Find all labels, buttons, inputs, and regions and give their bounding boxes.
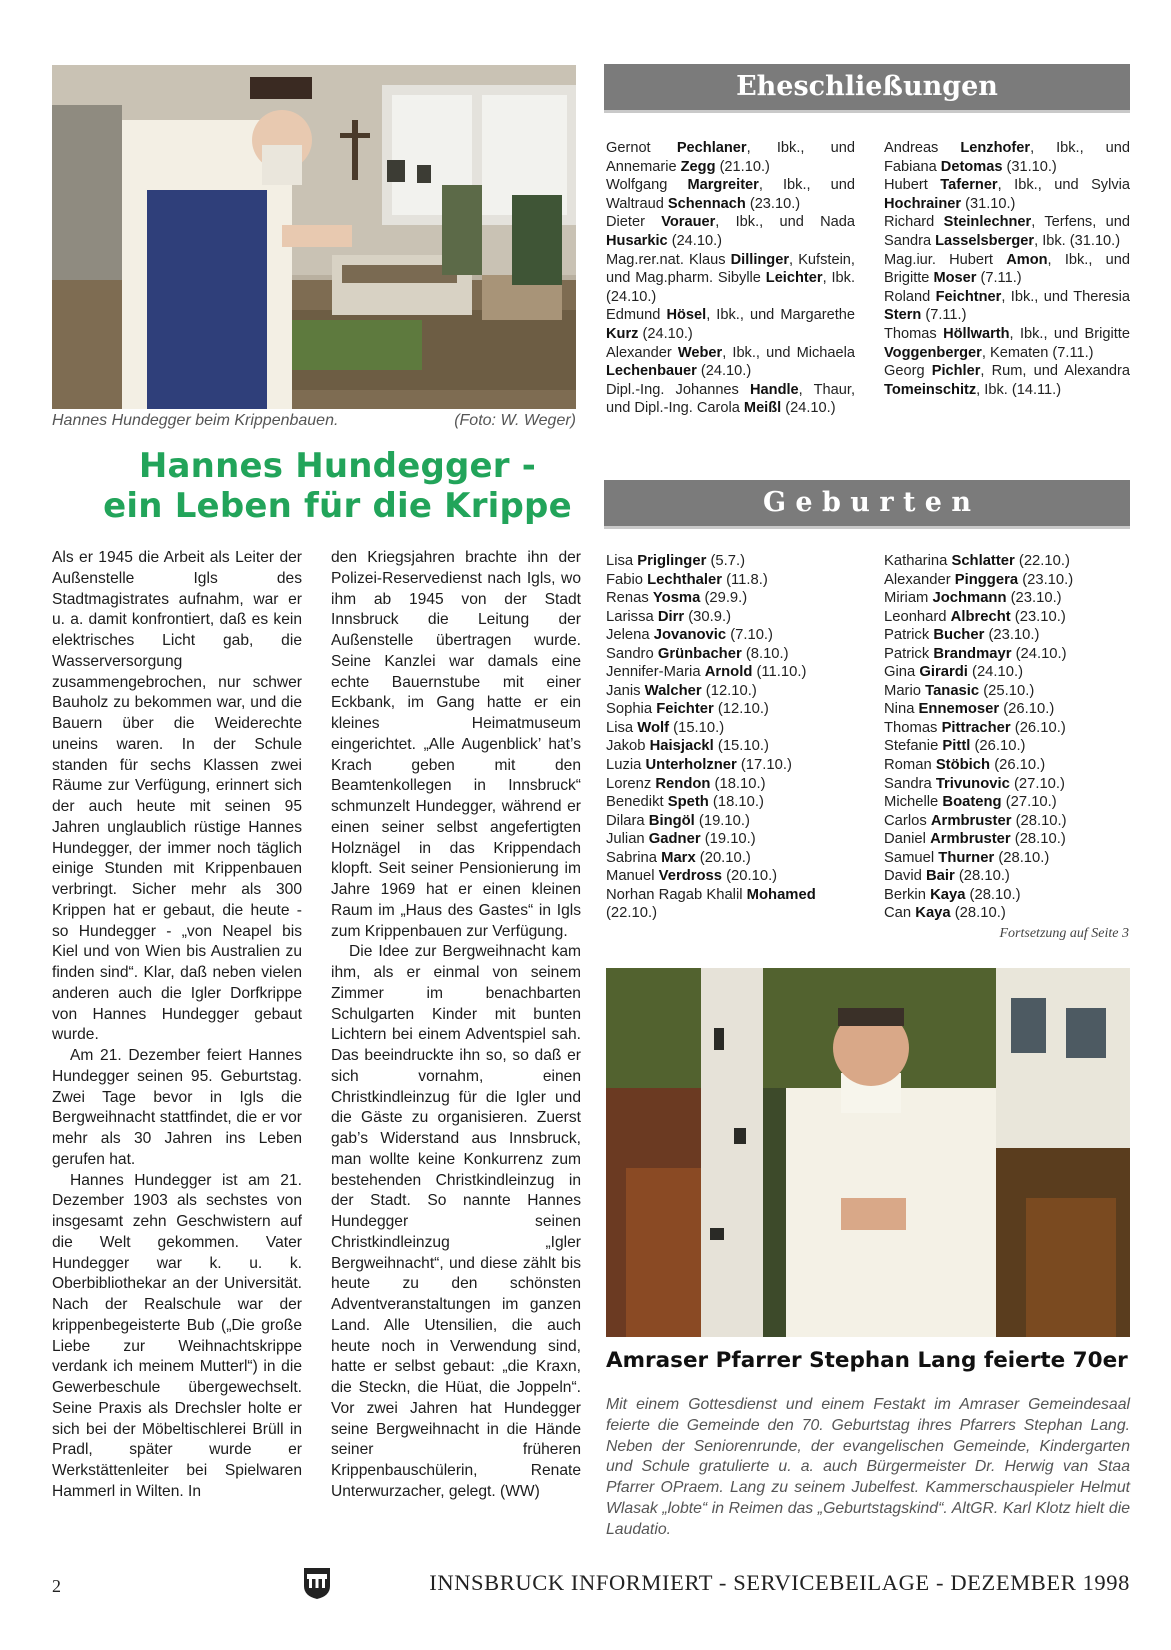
entry-text: Roland	[884, 288, 936, 305]
photo-credit: (Foto: W. Weger)	[454, 412, 576, 429]
entry-text: Nina	[884, 701, 919, 718]
entry-text: , Ibk., und Michaela	[722, 344, 855, 361]
entry-text: Edmund	[606, 307, 667, 324]
entry-text: (12.10.)	[713, 701, 769, 718]
entry-text: Georg	[884, 363, 932, 380]
list-item	[606, 645, 866, 664]
surname: Pichler	[931, 363, 981, 380]
entry-text: , Ibk. (31.10.)	[1034, 232, 1121, 249]
entry-text: Alexander	[606, 344, 678, 361]
entry-text: Hubert	[884, 177, 941, 194]
surname: Speth	[667, 794, 709, 811]
list-item	[884, 849, 1130, 868]
entry-text: Luzia	[606, 757, 646, 774]
surname: Lechenbauer	[606, 363, 697, 380]
photo-caption	[52, 412, 576, 430]
surname: Haisjackl	[649, 738, 714, 755]
entry-text: (24.10.)	[638, 325, 693, 342]
entry-text: (24.10.)	[1011, 645, 1067, 662]
surname: Walcher	[644, 682, 702, 699]
entry-text: Alexander	[884, 571, 955, 588]
surname: Detomas	[940, 158, 1003, 175]
list-item	[606, 381, 855, 418]
entry-text: (8.10.)	[741, 645, 789, 662]
surname: Arnold	[704, 664, 753, 681]
photo-krippenbauen	[52, 65, 576, 409]
surname: Albrecht	[950, 608, 1011, 625]
entry-text: (26.10.)	[1010, 719, 1066, 736]
entry-text: Renas	[606, 590, 653, 607]
entry-text: Michelle	[884, 794, 943, 811]
surname: Leichter	[765, 270, 823, 287]
surname: Lasselsberger	[935, 232, 1035, 249]
list-item	[884, 867, 1130, 886]
entry-text: Miriam	[884, 590, 933, 607]
entry-text: (28.10.)	[994, 849, 1050, 866]
footer-publication-title: INNSBRUCK INFORMIERT - SERVICEBEILAGE - DEZEMBER 1998	[429, 1570, 1130, 1595]
births-header: G e b u r t e n	[604, 480, 1130, 526]
list-item	[884, 830, 1130, 849]
list-item	[884, 663, 1130, 682]
list-item	[884, 552, 1130, 571]
surname: Höllwarth	[943, 325, 1010, 342]
article-paragraph: den Kriegsjahren brachte ihn der Polizei-Reservedienst nach Igls, wo ihm ab 1945 von der Stadt Innsbruck die Leitung der Außenstelle übertragen wurde. Seine Kanzlei war damals eine echte Bauernstube mit einer Eckbank, im Gang hatte er ein kleines Heimatmuseum eingerichtet. „Alle Augenblick’ hat’s Krach geben mit den Beamtenkollegen in Innsbruck“ schmunzelt Hundegger, während er einen seiner selbst angefertigten Holznägel in das Krippendach klopft. Seit seiner Pensionierung im Jahre 1969 hat er einen kleinen Raum im „Haus des Gastes“ in Igls zum Krippenbauen zur Verfügung.	[331, 549, 581, 940]
surname: Zegg	[680, 158, 716, 175]
surname: Hochrainer	[884, 195, 962, 212]
entry-text: Fabio	[606, 571, 648, 588]
list-item	[884, 756, 1130, 775]
entry-text: Katharina	[884, 553, 952, 569]
surname: Stöbich	[935, 757, 991, 774]
article-headline	[50, 446, 625, 526]
entry-text: , Ibk., und Annemarie	[606, 140, 855, 175]
entry-text: (15.10.)	[713, 738, 769, 755]
entry-text: (30.9.)	[684, 608, 732, 625]
continued-note: Fortsetzung auf Seite 3	[999, 926, 1129, 941]
entry-text: (23.10.)	[984, 627, 1040, 644]
entry-text: Daniel	[884, 831, 931, 848]
list-item	[606, 682, 866, 701]
list-item	[606, 663, 866, 682]
entry-text: Dieter	[606, 214, 662, 231]
list-item	[606, 793, 866, 812]
list-item	[606, 756, 866, 775]
entry-text: Samuel	[884, 849, 939, 866]
entry-text: Sabrina	[606, 849, 662, 866]
list-item	[884, 886, 1130, 905]
surname: Gadner	[648, 831, 701, 848]
entry-text: (27.10.)	[1001, 794, 1057, 811]
entry-text: , Kufstein, und Mag.pharm. Sibylle	[606, 251, 855, 287]
entry-text: (7.10.)	[726, 627, 773, 644]
surname: Tomeinschitz	[884, 381, 977, 398]
entry-text: (24.10.)	[781, 400, 836, 417]
surname: Kurz	[606, 325, 639, 342]
entry-text: (29.9.)	[700, 590, 748, 607]
list-item	[606, 719, 866, 738]
innsbruck-coat-of-arms-icon	[302, 1566, 332, 1600]
entry-text: , Ibk., und Brigitte	[1009, 325, 1130, 342]
entry-text: (31.10.)	[1002, 158, 1057, 175]
list-item	[884, 288, 1130, 325]
entry-text: Lisa	[606, 719, 638, 736]
surname: Trivunovic	[935, 775, 1010, 792]
surname: Marx	[661, 849, 696, 866]
list-item	[884, 589, 1130, 608]
surname: Kaya	[915, 905, 951, 922]
marriages-column-1	[606, 139, 855, 418]
list-item	[884, 626, 1130, 645]
entry-text: (11.8.)	[721, 571, 768, 588]
entry-text: Jakob	[606, 738, 650, 755]
entry-text: Berkin	[884, 886, 931, 903]
surname: Tanasic	[925, 682, 980, 699]
entry-text: (27.10.)	[1009, 775, 1065, 792]
divider	[604, 526, 1130, 529]
surname: Pittracher	[941, 719, 1011, 736]
surname: Vorauer	[661, 214, 716, 231]
entry-text: (11.10.)	[752, 664, 807, 681]
list-item	[884, 325, 1130, 362]
list-item	[606, 552, 866, 571]
list-item	[884, 700, 1130, 719]
article-paragraph: Hannes Hundegger ist am 21. Dezember 1903 als sechstes von insgesamt zehn Geschwistern auf die Welt gekommen. Vater Hundegger war k. u. k. Oberbibliothekar an der Universität. Nach der Realschule war der krippenbegeisterte Bub („Die große Liebe zur Weihnachtskrippe verdank ich meinem Mutterl“) in die Gewerbeschule übergewechselt. Seine Praxis als Drechsler holte er sich bei der Möbeltischlerei Brüll in Pradl, später wurde er Werkstättenleiter bei Spielwaren Hammerl in Wilten. In	[52, 1171, 302, 1500]
surname: Taferner	[940, 177, 998, 194]
births-column-2	[884, 552, 1130, 923]
entry-text: Gina	[884, 664, 920, 681]
entry-text: Carlos	[884, 812, 931, 829]
list-item	[606, 139, 855, 176]
entry-text: Lorenz	[606, 775, 656, 792]
entry-text: Mag.iur. Hubert	[884, 251, 1007, 268]
list-item	[884, 362, 1130, 399]
entry-text: (31.10.)	[961, 195, 1016, 212]
list-item	[606, 626, 866, 645]
entry-text: , Ibk., und Margarethe	[706, 307, 855, 324]
entry-text: , Ibk. (24.10.)	[606, 270, 855, 305]
entry-text: , Rum, und Alexandra	[980, 363, 1131, 380]
surname: Jovanovic	[653, 627, 727, 644]
surname: Armbruster	[930, 831, 1011, 848]
list-item	[884, 775, 1130, 794]
surname: Voggenberger	[884, 344, 982, 361]
list-item	[884, 608, 1130, 627]
entry-text: Benedikt	[606, 794, 668, 811]
surname: Meißl	[743, 400, 782, 417]
entry-text: (19.10.)	[700, 831, 756, 848]
list-item	[606, 700, 866, 719]
list-item	[606, 867, 866, 886]
surname: Brandmayr	[933, 645, 1012, 662]
article-column-2	[331, 548, 581, 1503]
entry-text: (28.10.)	[950, 905, 1006, 922]
surname: Schennach	[667, 195, 746, 212]
list-item	[884, 793, 1130, 812]
entry-text: Jennifer-Maria	[606, 664, 705, 681]
entry-text: , Ibk., und Theresia	[1001, 288, 1130, 305]
entry-text: (19.10.)	[694, 812, 750, 829]
entry-text: Norhan Ragab Khalil	[606, 886, 747, 903]
entry-text: Patrick	[884, 627, 934, 644]
surname: Feichter	[656, 701, 714, 718]
surname: Wolf	[637, 719, 670, 736]
surname: Dillinger	[730, 251, 790, 268]
list-item	[606, 176, 855, 213]
list-item	[606, 886, 866, 923]
entry-text: (28.10.)	[965, 886, 1021, 903]
surname: Bair	[925, 868, 955, 885]
list-item	[884, 812, 1130, 831]
entry-text: (18.10.)	[710, 775, 766, 792]
list-item	[884, 176, 1130, 213]
entry-text: , Ibk., und Waltraud	[606, 177, 856, 212]
entry-text: Mario	[884, 682, 926, 699]
entry-text: Richard	[884, 214, 944, 231]
surname: Hösel	[666, 307, 707, 324]
entry-text: Julian	[606, 831, 649, 848]
entry-text: (15.10.)	[669, 719, 725, 736]
entry-text: Wolfgang	[606, 177, 688, 194]
page-number: 2	[52, 1576, 61, 1596]
pastor-headline: Amraser Pfarrer Stephan Lang feierte 70er	[606, 1348, 1128, 1373]
entry-text: (24.10.)	[667, 232, 723, 249]
entry-text: , Ibk., und Nada	[715, 214, 855, 231]
entry-text: , Ibk., und Fabiana	[884, 140, 1130, 175]
marriages-header: Eheschließungen	[604, 64, 1130, 110]
list-item	[884, 904, 1130, 923]
list-item	[884, 645, 1130, 664]
surname: Girardi	[919, 664, 968, 681]
list-item	[884, 737, 1130, 756]
marriages-column-2	[884, 139, 1130, 399]
entry-text: , Ibk. (14.11.)	[976, 381, 1062, 398]
entry-text: Thomas	[884, 719, 942, 736]
headline-line-1: Hannes Hundegger -	[138, 446, 537, 486]
entry-text: (7.11.)	[976, 270, 1022, 287]
entry-text: (28.10.)	[1010, 831, 1066, 848]
surname: Weber	[677, 344, 723, 361]
entry-text: (5.7.)	[706, 553, 745, 569]
surname: Lechthaler	[647, 571, 722, 588]
entry-text: Dilara	[606, 812, 649, 829]
entry-text: (23.10.)	[745, 195, 801, 212]
entry-text: , Kematen (7.11.)	[981, 344, 1094, 361]
entry-text: , Terfens, und Sandra	[884, 214, 1130, 249]
entry-text: , Ibk., und Brigitte	[884, 251, 1130, 287]
surname: Amon	[1006, 251, 1048, 268]
list-item	[606, 775, 866, 794]
entry-text: (22.10.)	[606, 905, 657, 922]
surname: Priglinger	[637, 553, 707, 569]
surname: Jochmann	[932, 590, 1007, 607]
surname: Yosma	[652, 590, 701, 607]
pastor-text: Mit einem Gottesdienst und einem Festakt im Amraser Gemeindesaal feierte die Gemeinde den 70. Geburtstag ihres Pfarrers Stephan Lang. Neben der Seniorenrunde, der evangelischen Gemeinde, Kindergarten und Schule gratulierte u. a. auch Bürgermeister Dr. Herwig van Staa Pfarrer OPraem. Lang zu seinem Jubelfest. Kammerschauspieler Helmut Wlasak „lobte“ in Reimen das „Geburtstagskind“. AltGR. Karl Klotz hielt die Laudatio.	[606, 1396, 1130, 1538]
surname: Dirr	[657, 608, 685, 625]
entry-text: Janis	[606, 682, 645, 699]
surname: Ennemoser	[918, 701, 1000, 718]
entry-text: (20.10.)	[695, 849, 751, 866]
entry-text: Sandro	[606, 645, 658, 662]
divider	[604, 110, 1130, 113]
entry-text: Dipl.-Ing. Johannes	[606, 381, 751, 398]
surname: Pittl	[942, 738, 971, 755]
entry-text: Roman	[884, 757, 936, 774]
list-item	[606, 830, 866, 849]
surname: Schlatter	[951, 553, 1015, 569]
entry-text: Leonhard	[884, 608, 951, 625]
surname: Handle	[750, 381, 799, 398]
entry-text: Can	[884, 905, 916, 922]
list-item	[606, 213, 855, 250]
surname: Steinlechner	[943, 214, 1032, 231]
surname: Kaya	[930, 886, 966, 903]
entry-text: Mag.rer.nat. Klaus	[606, 251, 731, 268]
photo-pfarrer-lang	[606, 968, 1130, 1337]
surname: Moser	[933, 270, 977, 287]
entry-text: , Ibk., und Sylvia	[997, 177, 1130, 194]
surname: Feichtner	[935, 288, 1002, 305]
list-item	[884, 213, 1130, 250]
surname: Grünbacher	[657, 645, 742, 662]
entry-text: (25.10.)	[979, 682, 1035, 699]
surname: Stern	[884, 307, 922, 324]
list-item	[884, 571, 1130, 590]
list-item	[884, 682, 1130, 701]
entry-text: Thomas	[884, 325, 944, 342]
surname: Bucher	[933, 627, 985, 644]
list-item	[606, 849, 866, 868]
entry-text: Sandra	[884, 775, 936, 792]
surname: Lenzhofer	[960, 140, 1031, 156]
entry-text: (24.10.)	[967, 664, 1024, 681]
surname: Rendon	[655, 775, 711, 792]
list-item	[606, 608, 866, 627]
surname: Thurner	[938, 849, 995, 866]
surname: Boateng	[942, 794, 1002, 811]
entry-text: Lisa	[606, 553, 638, 569]
list-item	[606, 589, 866, 608]
entry-text: (23.10.)	[1018, 571, 1074, 588]
list-item	[606, 306, 855, 343]
entry-text: (18.10.)	[708, 794, 764, 811]
list-item	[884, 139, 1130, 176]
births-column-1	[606, 552, 866, 923]
article-paragraph: Die Idee zur Bergweihnacht kam ihm, als er einmal von seinem Zimmer im benachbarten Schulgarten Kinder mit bunten Lichtern bei einem Adventspiel sah. Das beeindruckte ihn so, so daß er sich vornahm, einen Christkindleinzug für die Igler und die Gäste zu organisieren. Zuerst gab’s Widerstand aus Innsbruck, man wollte keine Konkurrenz zum bestehenden Christkindleinzug in der Stadt. So nannte Hannes Hundegger seinen Christkindleinzug „Igler Bergweihnacht“, und diese zählt bis heute zu den schönsten Adventveranstaltungen im ganzen Land. Alle Utensilien, die auch heute noch in Verwendung sind, hatte er selbst gebaut: „die Kraxn, die Steckn, die Hüat, die Joppeln“. Vor zwei Jahren hat Hundegger seine Bergweihnacht in die Hände seiner früheren Krippenbauschülerin, Renate Unterwurzacher, gelegt. (WW)	[331, 943, 581, 1500]
article-column-1	[52, 548, 302, 1503]
surname: Mohamed	[746, 886, 816, 903]
headline-line-2: ein Leben für die Krippe	[103, 486, 572, 526]
entry-text: (17.10.)	[736, 757, 792, 774]
surname: Pinggera	[954, 571, 1019, 588]
entry-text: (21.10.)	[715, 158, 770, 175]
entry-text: (26.10.)	[990, 757, 1046, 774]
list-item	[884, 251, 1130, 288]
entry-text: Gernot	[606, 140, 677, 156]
entry-text: (23.10.)	[1010, 608, 1066, 625]
entry-text: Larissa	[606, 608, 658, 625]
entry-text: David	[884, 868, 926, 885]
entry-text: Sophia	[606, 701, 657, 718]
entry-text: Andreas	[884, 140, 961, 156]
article-paragraph: Am 21. Dezember feiert Hannes Hundegger seinen 95. Geburtstag. Zwei Tage bevor in Igls die Bergweihnacht stattfindet, die er vor mehr als 30 Jahren ins Leben gerufen hat.	[52, 1047, 302, 1168]
entry-text: Patrick	[884, 645, 934, 662]
entry-text: (28.10.)	[954, 868, 1010, 885]
surname: Husarkic	[606, 232, 668, 249]
entry-text: (28.10.)	[1011, 812, 1067, 829]
entry-text: (12.10.)	[701, 682, 757, 699]
entry-text: (23.10.)	[1006, 590, 1062, 607]
list-item	[606, 812, 866, 831]
surname: Armbruster	[930, 812, 1012, 829]
entry-text: Stefanie	[884, 738, 943, 755]
entry-text: (24.10.)	[696, 363, 752, 380]
list-item	[606, 344, 855, 381]
surname: Pechlaner	[676, 140, 747, 156]
entry-text: (20.10.)	[722, 868, 778, 885]
entry-text: (7.11.)	[921, 307, 967, 324]
entry-text: Manuel	[606, 868, 659, 885]
list-item	[606, 737, 866, 756]
list-item	[606, 251, 855, 307]
entry-text: , Thaur, und Dipl.-Ing. Carola	[606, 381, 855, 417]
surname: Bingöl	[648, 812, 695, 829]
list-item	[606, 571, 866, 590]
entry-text: (26.10.)	[999, 701, 1055, 718]
list-item	[884, 719, 1130, 738]
surname: Unterholzner	[645, 757, 737, 774]
entry-text: (22.10.)	[1014, 553, 1070, 569]
surname: Verdross	[658, 868, 722, 885]
entry-text: Jelena	[606, 627, 654, 644]
entry-text: (26.10.)	[970, 738, 1026, 755]
photo-caption-left: Hannes Hundegger beim Krippenbauen.	[52, 412, 339, 429]
article-paragraph: Als er 1945 die Arbeit als Leiter der Außenstelle Igls des Stadtmagistrates aufnahm, war er u. a. damit konfrontiert, daß es kein elektrisches Licht gab, die Wasserversorgung zusammengebrochen, nur schwer Bauholz zu bekommen war, und die Bauern über die Weiderechte uneins waren. In der Schule standen für sechs Klassen zwei Räume zur Verfügung, erinnert sich der auch heute mit seinen 95 Jahren unglaublich rüstige Hannes Hundegger, der immer noch täglich einige Stunden mit Krippenbauen verbringt. Sicher mehr als 300 Krippen hat er gebaut, die heute - so Hundegger - „von Neapel bis Kiel und von Wien bis Australien zu finden sind“. Klar, daß neben vielen anderen auch die Igler Dorfkrippe von Hannes Hundegger gebaut wurde.	[52, 549, 302, 1044]
surname: Margreiter	[687, 177, 759, 194]
